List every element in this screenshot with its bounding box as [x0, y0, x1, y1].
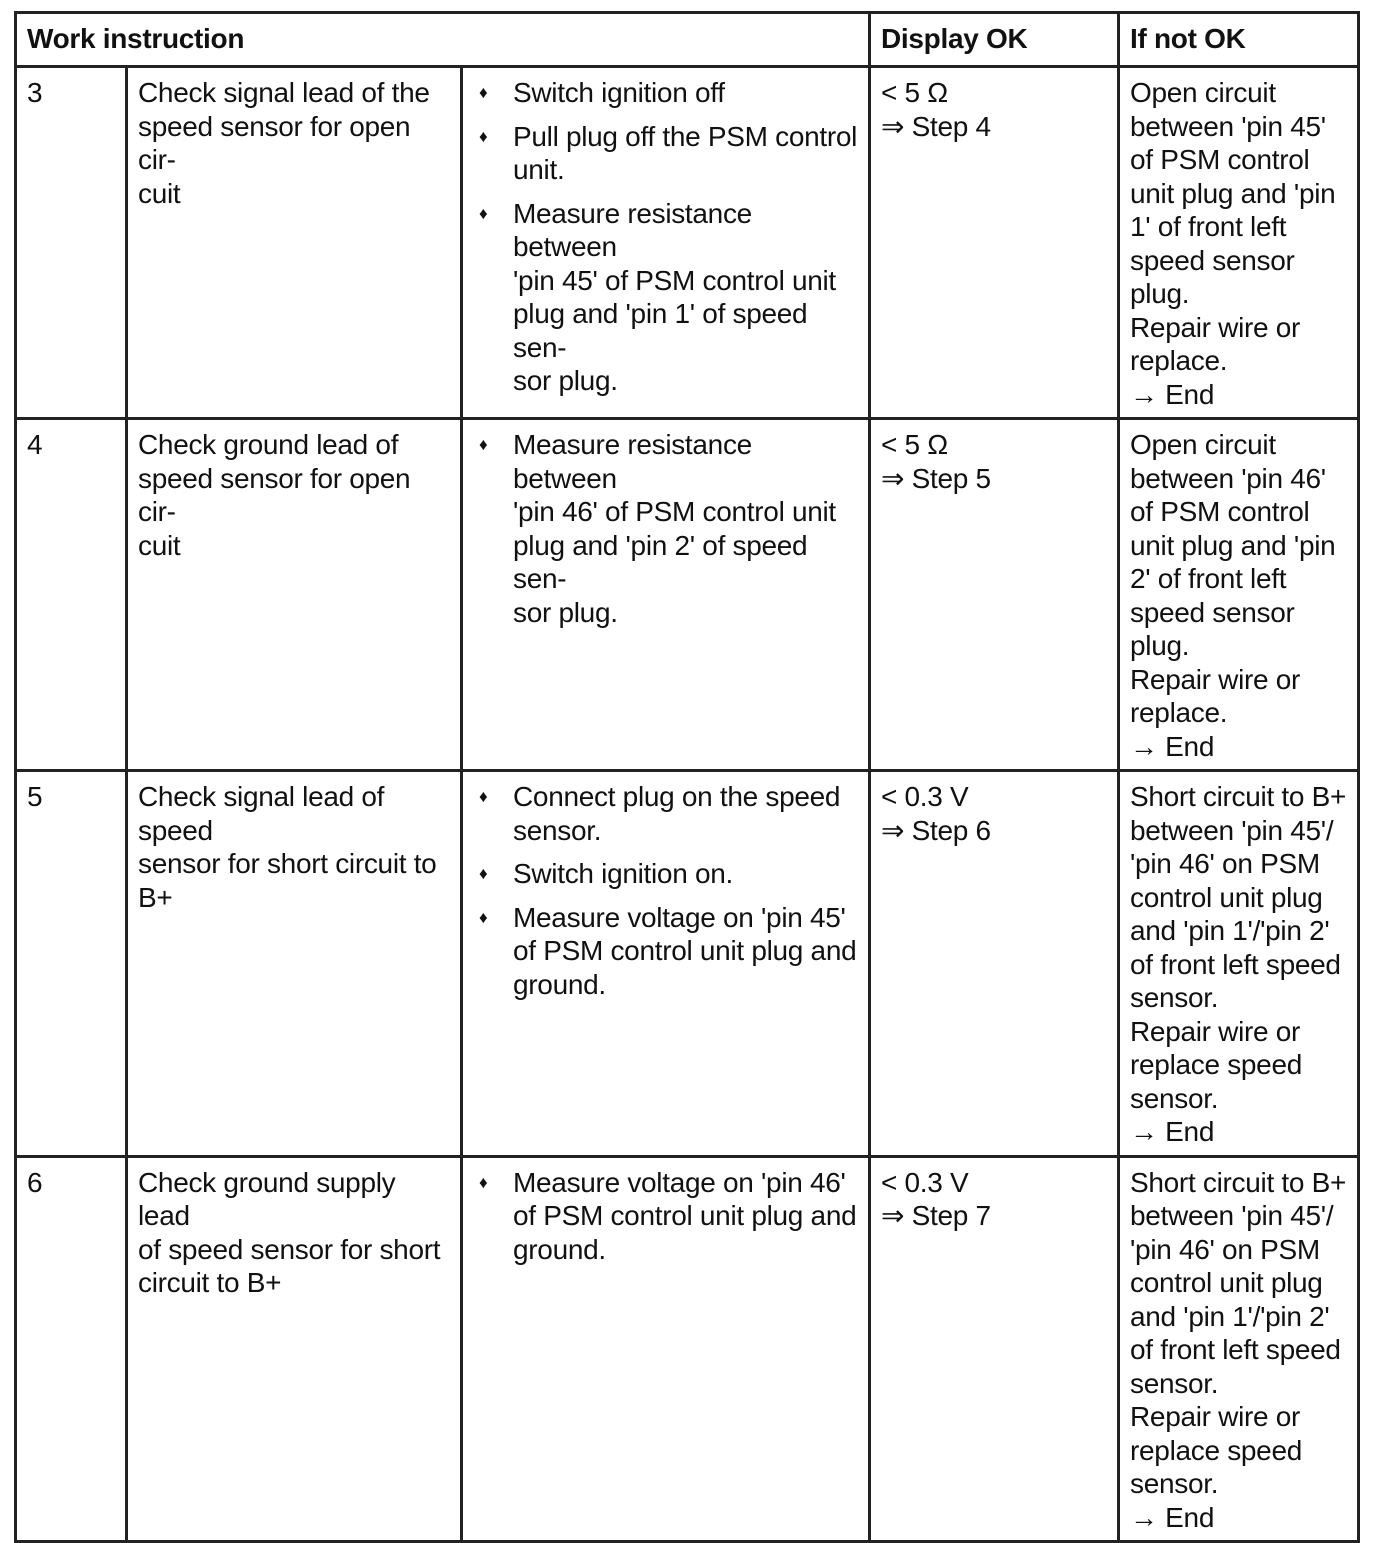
action-cell	[462, 771, 870, 1157]
action-cell	[462, 419, 870, 771]
list-item	[473, 901, 858, 1002]
if-not-ok-text: Open circuit between 'pin 45' of PSM control unit plug and 'pin 1' of front left speed sensor plug. Repair wire or replace. → End	[1119, 67, 1359, 419]
diamond-bullet-icon: ♦	[479, 203, 488, 223]
display-ok-value: < 5 Ω ⇒ Step 4	[870, 67, 1119, 419]
display-ok-value: < 0.3 V ⇒ Step 6	[870, 771, 1119, 1157]
display-ok-value: < 0.3 V ⇒ Step 7	[870, 1156, 1119, 1542]
action-cell	[462, 1156, 870, 1542]
diamond-bullet-icon: ♦	[479, 787, 488, 806]
action-text: Switch ignition on.	[513, 858, 733, 889]
check-description: Check ground supply lead of speed sensor for short circuit to B+	[127, 1156, 462, 1542]
work-instruction-table	[14, 11, 1360, 1543]
table-row	[16, 67, 1359, 419]
diamond-bullet-icon: ♦	[479, 1172, 488, 1192]
diamond-bullet-icon: ♦	[479, 907, 488, 927]
header-display-ok: Display OK	[870, 13, 1119, 67]
action-text: Connect plug on the speed sensor.	[513, 781, 841, 846]
list-item	[473, 120, 858, 187]
header-if-not-ok: If not OK	[1119, 13, 1359, 67]
display-ok-value: < 5 Ω ⇒ Step 5	[870, 419, 1119, 771]
diamond-bullet-icon: ♦	[479, 126, 488, 146]
table-row	[16, 1156, 1359, 1542]
diamond-bullet-icon: ♦	[479, 83, 488, 102]
action-cell	[462, 67, 870, 419]
action-list	[473, 780, 858, 1001]
action-text: Measure voltage on 'pin 46' of PSM control unit plug and ground.	[513, 1166, 857, 1265]
action-text: Switch ignition off	[513, 77, 725, 108]
diamond-bullet-icon: ♦	[479, 864, 488, 883]
action-list	[473, 1166, 858, 1267]
check-description: Check signal lead of speed sensor for short circuit to B+	[127, 771, 462, 1157]
action-text: Measure resistance between 'pin 46' of PSM control unit plug and 'pin 2' of speed sen- sor plug.	[513, 429, 836, 628]
list-item	[473, 1166, 858, 1267]
list-item	[473, 76, 858, 110]
action-text: Measure resistance between 'pin 45' of PSM control unit plug and 'pin 1' of speed sen- sor plug.	[513, 197, 836, 396]
check-description: Check ground lead of speed sensor for open cir- cuit	[127, 419, 462, 771]
action-list	[473, 428, 858, 629]
list-item	[473, 780, 858, 847]
action-list	[473, 76, 858, 398]
table-row	[16, 771, 1359, 1157]
table-row	[16, 419, 1359, 771]
step-number: 6	[16, 1156, 127, 1542]
step-number: 5	[16, 771, 127, 1157]
action-text: Measure voltage on 'pin 45' of PSM control unit plug and ground.	[513, 901, 857, 1000]
list-item	[473, 428, 858, 629]
action-text: Pull plug off the PSM control unit.	[513, 120, 858, 185]
if-not-ok-text: Short circuit to B+ between 'pin 45'/ 'pin 46' on PSM control unit plug and 'pin 1'/'pin 2' of front left speed sensor. Repair wire or replace speed sensor. → End	[1119, 771, 1359, 1157]
if-not-ok-text: Short circuit to B+ between 'pin 45'/ 'pin 46' on PSM control unit plug and 'pin 1'/'pin 2' of front left speed sensor. Repair wire or replace speed sensor. → End	[1119, 1156, 1359, 1542]
list-item	[473, 197, 858, 398]
step-number: 4	[16, 419, 127, 771]
step-number: 3	[16, 67, 127, 419]
check-description: Check signal lead of the speed sensor for open cir- cuit	[127, 67, 462, 419]
list-item	[473, 857, 858, 891]
diamond-bullet-icon: ♦	[479, 435, 488, 454]
table-header-row	[16, 13, 1359, 67]
header-work-instruction: Work instruction	[16, 13, 870, 67]
if-not-ok-text: Open circuit between 'pin 46' of PSM control unit plug and 'pin 2' of front left speed sensor plug. Repair wire or replace. → End	[1119, 419, 1359, 771]
